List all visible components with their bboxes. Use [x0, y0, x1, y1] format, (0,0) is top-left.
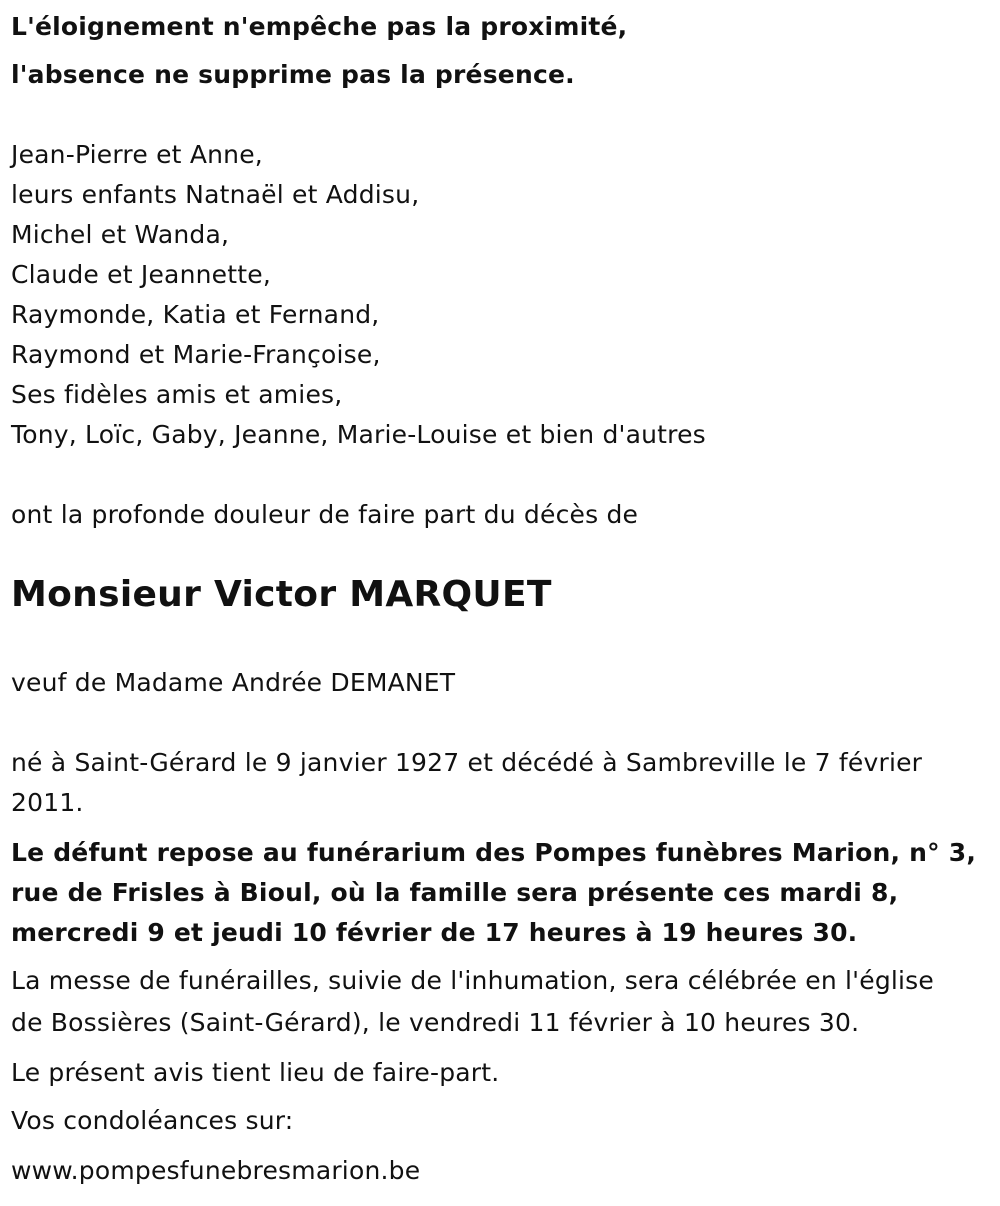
family-line: Jean-Pierre et Anne,: [11, 140, 263, 169]
announcement-text: ont la profonde douleur de faire part du décès de: [11, 500, 639, 529]
family-line: Michel et Wanda,: [11, 220, 230, 249]
birth-death-line-1: né à Saint-Gérard le 9 janvier 1927 et décédé à Sambreville le 7 février: [11, 748, 923, 777]
family-line: Tony, Loïc, Gaby, Jeanne, Marie-Louise et bien d'autres: [11, 420, 706, 449]
viewing-line-1: Le défunt repose au funérarium des Pompes funèbres Marion, n° 3,: [11, 838, 977, 867]
viewing-line-2: rue de Frisles à Bioul, où la famille sera présente ces mardi 8,: [11, 878, 899, 907]
notice-text: Le présent avis tient lieu de faire-part.: [11, 1058, 500, 1087]
quote-line-2: l'absence ne supprime pas la présence.: [11, 60, 575, 89]
family-line: leurs enfants Natnaël et Addisu,: [11, 180, 420, 209]
mass-line-1: La messe de funérailles, suivie de l'inhumation, sera célébrée en l'église: [11, 966, 934, 995]
mass-line-2: de Bossières (Saint-Gérard), le vendredi 11 février à 10 heures 30.: [11, 1008, 860, 1037]
family-line: Raymond et Marie-Françoise,: [11, 340, 381, 369]
widower-of: veuf de Madame Andrée DEMANET: [11, 668, 456, 697]
family-line: Raymonde, Katia et Fernand,: [11, 300, 380, 329]
birth-death-line-2: 2011.: [11, 788, 84, 817]
family-line: Claude et Jeannette,: [11, 260, 271, 289]
family-line: Ses fidèles amis et amies,: [11, 380, 343, 409]
deceased-name: Monsieur Victor MARQUET: [11, 574, 552, 615]
quote-line-1: L'éloignement n'empêche pas la proximité,: [11, 12, 628, 41]
condolences-label: Vos condoléances sur:: [11, 1106, 294, 1135]
viewing-line-3: mercredi 9 et jeudi 10 février de 17 heures à 19 heures 30.: [11, 918, 858, 947]
condolences-url: www.pompesfunebresmarion.be: [11, 1156, 421, 1185]
